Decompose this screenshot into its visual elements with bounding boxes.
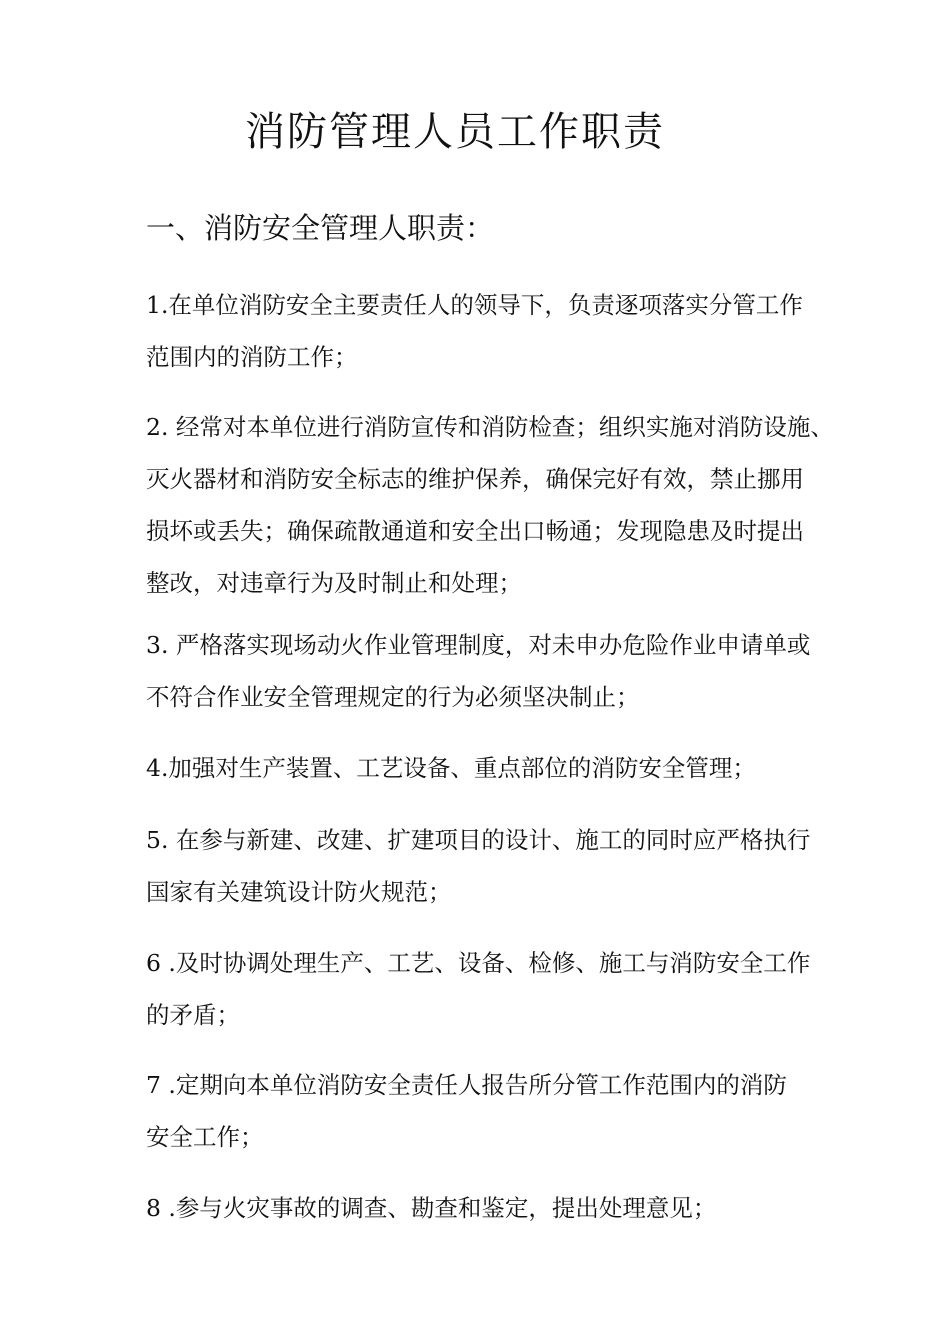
duty-item-3-line-1: 3. 严格落实现场动火作业管理制度，对未申办危险作业申请单或	[146, 631, 811, 659]
duty-item-6-line-2: 的矛盾；	[146, 1001, 240, 1029]
duty-item-5	[146, 814, 836, 918]
document-title: 消防管理人员工作职责	[245, 109, 665, 155]
duty-item-8	[146, 1182, 836, 1234]
duty-item-8-line-1: 8 .参与火灾事故的调查、勘查和鉴定，提出处理意见；	[146, 1194, 717, 1222]
duty-item-1-line-1: 1.在单位消防安全主要责任人的领导下，负责逐项落实分管工作	[146, 291, 803, 319]
duty-item-2-line-4: 整改，对违章行为及时制止和处理；	[146, 569, 522, 597]
duty-item-5-line-2: 国家有关建筑设计防火规范；	[146, 878, 452, 906]
duty-item-3-line-2: 不符合作业安全管理规定的行为必须坚决制止；	[146, 683, 640, 711]
duty-item-7-line-2: 安全工作；	[146, 1123, 264, 1151]
section-heading: 一、消防安全管理人职责：	[146, 211, 495, 245]
duty-item-4-line-1: 4.加强对生产装置、工艺设备、重点部位的消防安全管理；	[146, 754, 756, 782]
duty-item-2-line-2: 灭火器材和消防安全标志的维护保养，确保完好有效，禁止挪用	[146, 465, 804, 493]
duty-item-7	[146, 1059, 836, 1163]
duty-item-2	[146, 401, 836, 609]
duty-item-2-line-3: 损坏或丢失；确保疏散通道和安全出口畅通；发现隐患及时提出	[146, 517, 804, 545]
duty-item-4	[146, 742, 836, 794]
duty-item-1-line-2: 范围内的消防工作；	[146, 343, 358, 371]
duty-item-3	[146, 619, 836, 723]
duty-item-6	[146, 937, 836, 1041]
duty-item-2-line-1: 2. 经常对本单位进行消防宣传和消防检查；组织实施对消防设施、	[146, 413, 834, 441]
duty-item-6-line-1: 6 .及时协调处理生产、工艺、设备、检修、施工与消防安全工作	[146, 949, 811, 977]
duty-item-5-line-1: 5. 在参与新建、改建、扩建项目的设计、施工的同时应严格执行	[146, 826, 811, 854]
duty-item-1	[146, 279, 836, 383]
duty-item-7-line-1: 7 .定期向本单位消防安全责任人报告所分管工作范围内的消防	[146, 1071, 787, 1099]
